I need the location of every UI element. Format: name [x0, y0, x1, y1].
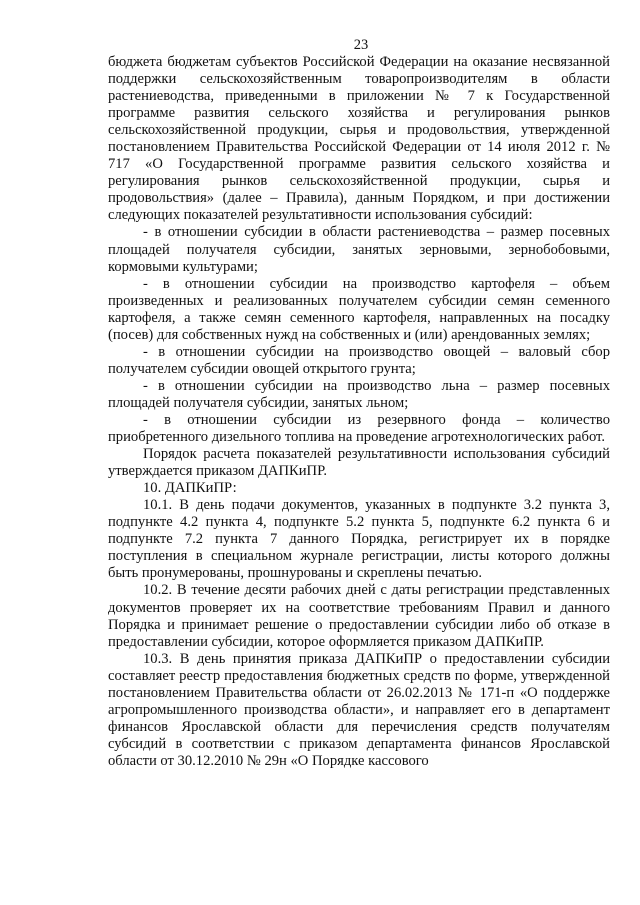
paragraph: 10.3. В день принятия приказа ДАПКиПР о предоставлении субсидии составляет реестр предоставления бюджетных средств по форме, утвержденной постановлением Правительства области от 26.02.2013 № 171-п «О поддержке агропромышленного производства области», и направляет его в департамент финансов Ярославской области для перечисления средств получателям субсидий в соответствии с приказом департамента финансов Ярославской области от 30.12.2010 № 29н «О Порядке кассового	[108, 650, 610, 769]
paragraph: Порядок расчета показателей результативности использования субсидий утверждается приказом ДАПКиПР.	[108, 446, 610, 480]
paragraph: 10. ДАПКиПР:	[143, 480, 237, 497]
paragraph: 10.1. В день подачи документов, указанных в подпункте 3.2 пункта 3, подпункте 4.2 пункта 4, подпункте 5.2 пункта 5, подпункте 6.2 пункта 6 и подпункте 7.2 пункта 7 данного Порядка, регистрирует их в порядке поступления в специальном журнале регистрации, листы которого должны быть пронумерованы, прошнурованы и скреплены печатью.	[108, 497, 610, 582]
document-body	[108, 54, 610, 770]
paragraph: - в отношении субсидии на производство картофеля – объем произведенных и реализованных получателем субсидии семян семенного картофеля, а также семян семенного картофеля, направленных на посадку (посев) для собственных нужд на собственных и (или) арендованных землях;	[108, 275, 610, 343]
paragraph: - в отношении субсидии на производство льна – размер посевных площадей получателя субсидии, занятых льном;	[108, 377, 610, 411]
page-number: 23	[353, 37, 369, 53]
paragraph: - в отношении субсидии в области растениеводства – размер посевных площадей получателя субсидии, занятых зерновыми, зернобобовыми, кормовыми культурами;	[108, 224, 610, 275]
paragraph: - в отношении субсидии на производство овощей – валовый сбор получателем субсидии овощей открытого грунта;	[108, 343, 610, 377]
paragraph: - в отношении субсидии из резервного фонда – количество приобретенного дизельного топлива на проведение агротехнологических работ.	[108, 411, 610, 446]
paragraph: 10.2. В течение десяти рабочих дней с даты регистрации представленных документов проверяет их на соответствие требованиям Правил и данного Порядка и принимает решение о предоставлении субсидии либо об отказе в предоставлении субсидии, которое оформляется приказом ДАПКиПР.	[108, 582, 610, 650]
paragraph: бюджета бюджетам субъектов Российской Федерации на оказание несвязанной поддержки сельскохозяйственным товаропроизводителям в области растениеводства, приведенными в приложении № 7 к Государственной программе развития сельского хозяйства и регулирования рынков сельскохозяйственной продукции, сырья и продовольствия, утвержденной постановлением Правительства Российской Федерации от 14 июля 2012 г. № 717 «О Государственной программе развития сельского хозяйства и регулирования рынков сельскохозяйственной продукции, сырья и продовольствия» (далее – Правила), данным Порядком, и при достижении следующих показателей результативности использования субсидий:	[108, 54, 610, 224]
